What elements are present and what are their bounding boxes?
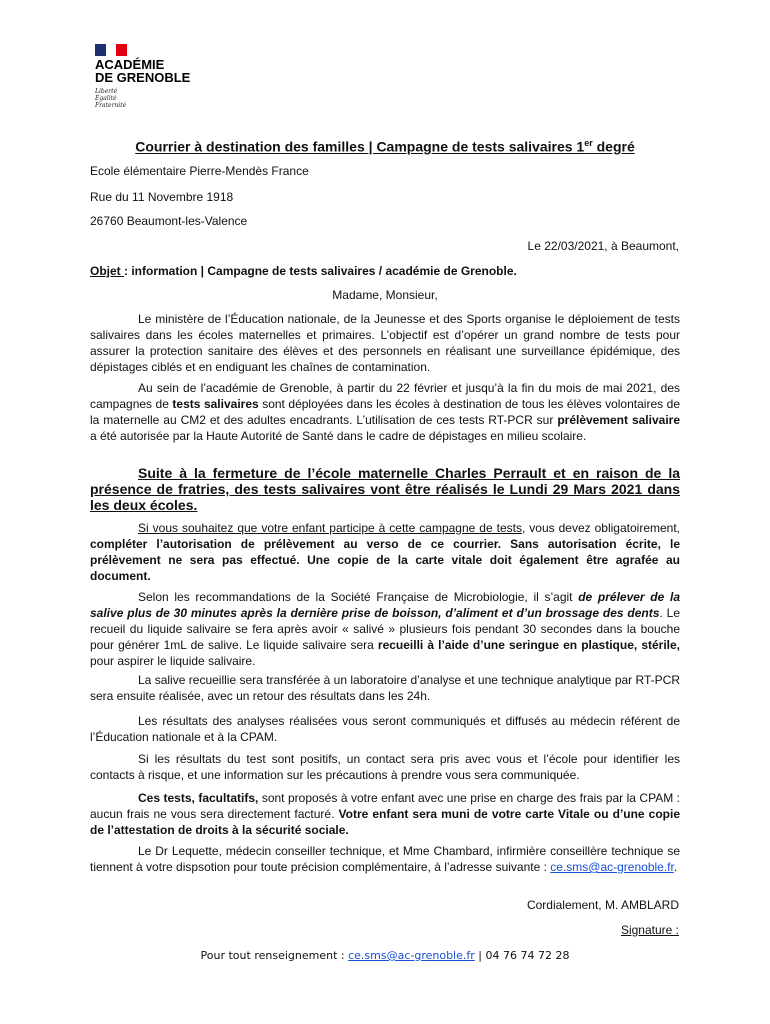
paragraph-1: Le ministère de l’Éducation nationale, de la Jeunesse et des Sports organise le déploiement de tests salivaires dans les écoles maternelles et primaires. L’objectif est d’opérer un grand nombre de tests pour assurer la protection sanitaire des élèves et des personnels en réalisant une surveillance épidémique, des dépistages ciblés et en endiguant les chaînes de contamination.: [90, 312, 680, 374]
object-line: [90, 263, 517, 279]
title-superscript: er: [584, 138, 593, 148]
paragraph-9: Le Dr Lequette, médecin conseiller technique, et Mme Chambard, infirmière conseillère technique se tiennent à votre dispsotion pour toute précision complémentaire, à l’adresse suivante : ce.sms@ac-grenoble.fr.: [90, 844, 680, 874]
paragraph-4: Selon les recommandations de la Société Française de Microbiologie, il s’agit de prélever de la salive plus de 30 minutes après la dernière prise de boisson, d’aliment et d’un brossage des dents. Le recueil du liquide salivaire se fera après avoir « salivé » plusieurs fois pendant 30 secondes dans la bouche pour générer 1mL de salive. Le liquide salivaire sera recueilli à l’aide d’une seringue en plastique, stérile, pour aspirer le liquide salivaire.: [90, 590, 681, 668]
school-street: Rue du 11 Novembre 1918: [90, 190, 234, 204]
title-text: Courrier à destination des familles | Campagne de tests salivaires 1: [135, 138, 585, 155]
object-text: : information | Campagne de tests salivaires / académie de Grenoble.: [124, 264, 517, 278]
footer-email-link[interactable]: ce.sms@ac-grenoble.fr: [348, 949, 475, 962]
object-label: Objet: [90, 264, 125, 278]
motto-line-3: Fraternité: [95, 102, 127, 109]
motto-line-1: Liberté: [95, 88, 118, 95]
paragraph-2: Au sein de l’académie de Grenoble, à partir du 22 février et jusqu’à la fin du mois de mai 2021, des campagnes de tests salivaires sont déployées dans les écoles à destination de tous les élèves volontaires de la maternelle au CM2 et des adultes encadrants. L’utilisation de ces tests RT-PCR sur prélèvement salivaire a été autorisée par la Haute Autorité de Santé dans le cadre de dépistages en milieu scolaire.: [90, 381, 681, 443]
salutation: Madame, Monsieur,: [332, 288, 438, 302]
footer-contact: Pour tout renseignement : ce.sms@ac-grenoble.fr | 04 76 74 72 28: [200, 949, 570, 962]
logo-motto: [95, 88, 126, 109]
paragraph-5: La salive recueillie sera transférée à un laboratoire d’analyse et une technique analytique par RT-PCR sera ensuite réalisée, avec un retour des résultats dans les 24h.: [90, 673, 680, 703]
paragraph-6: Les résultats des analyses réalisées vous seront communiqués et diffusés au médecin référent de l’Éducation nationale et à la CPAM.: [90, 714, 680, 744]
closing-signoff: Cordialement, M. AMBLARD: [526, 898, 679, 912]
highlight-announcement: Suite à la fermeture de l’école maternelle Charles Perrault et en raison de la présence de fratries, des tests salivaires vont être réalisés le Lundi 29 Mars 2021 dans les deux écoles.: [90, 465, 680, 513]
logo-line-1: ACADÉMIE: [95, 57, 165, 72]
contact-email-link[interactable]: ce.sms@ac-grenoble.fr: [550, 860, 674, 874]
motto-line-2: Égalité: [95, 95, 117, 102]
school-city: 26760 Beaumont-les-Valence: [90, 214, 248, 228]
signature-label: Signature :: [620, 923, 679, 937]
letter-title: [0, 138, 770, 155]
paragraph-3: Si vous souhaitez que votre enfant participe à cette campagne de tests, vous devez obligatoirement, compléter l’autorisation de prélèvement au verso de ce courrier. Sans autorisation écrite, le prélèvement ne sera pas effectué. Une copie de la carte vitale doit également être agrafée au document.: [90, 521, 681, 583]
paragraph-8: Ces tests, facultatifs, sont proposés à votre enfant avec une prise en charge des frais par la CPAM : aucun frais ne vous sera directement facturé. Votre enfant sera muni de votre carte Vitale ou d’une copie de l’attestation de droits à la sécurité sociale.: [90, 791, 681, 837]
logo-line-2: DE GRENOBLE: [95, 70, 191, 85]
logo-wordmark: [95, 58, 190, 84]
title-end: degré: [592, 138, 635, 155]
school-name: Ecole élémentaire Pierre-Mendès France: [90, 164, 309, 178]
date-line: Le 22/03/2021, à Beaumont,: [527, 239, 679, 253]
republique-flag-icon: [95, 44, 127, 56]
paragraph-7: Si les résultats du test sont positifs, un contact sera pris avec vous et l’école pour identifier les contacts à risque, et une information sur les précautions à prendre vous sera communiquée.: [90, 752, 680, 782]
